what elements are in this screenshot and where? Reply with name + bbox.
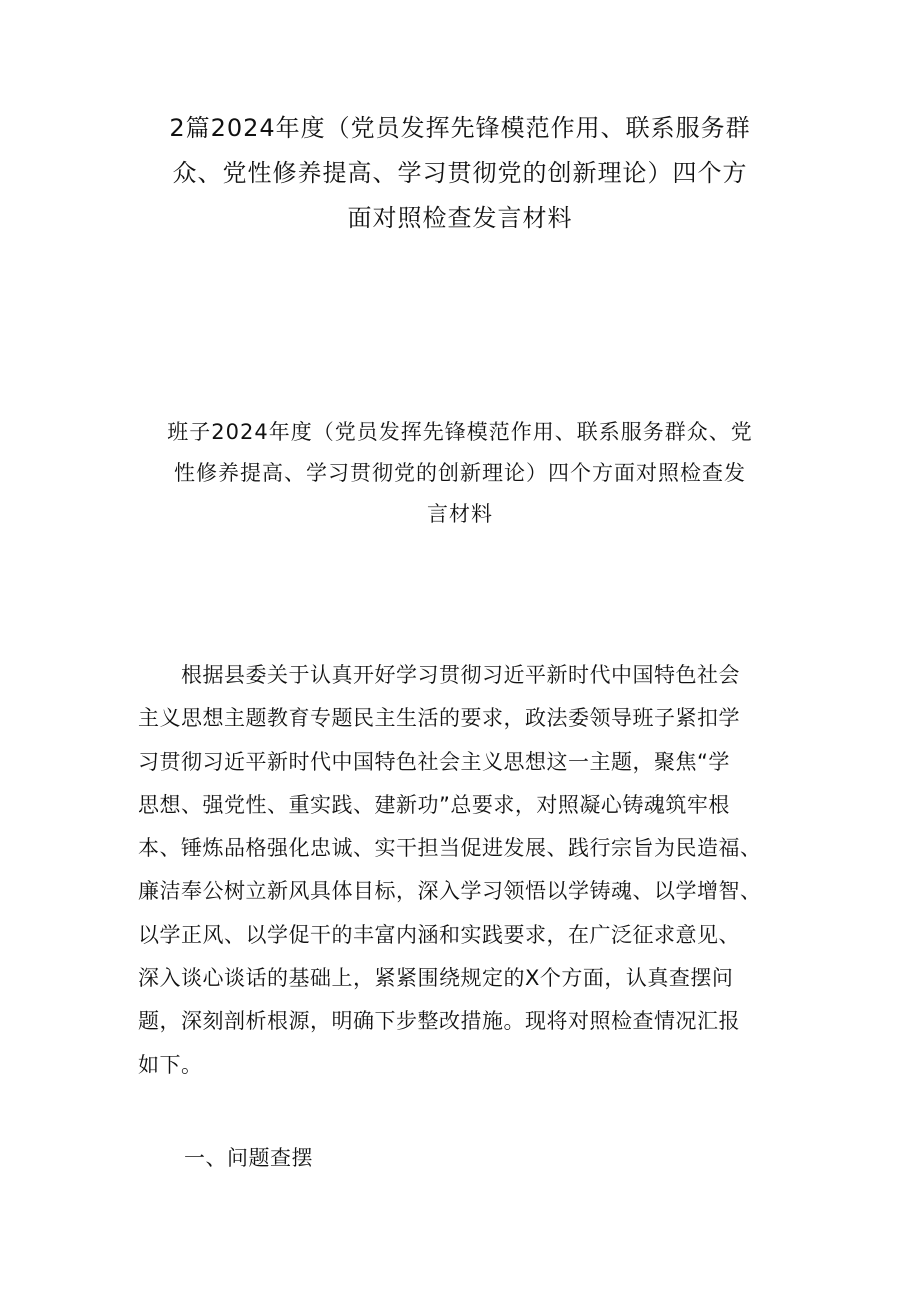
document-subtitle: 班子2024年度（党员发挥先锋模范作用、联系服务群众、党 性修养提高、学习贯彻党的创新理论）四个方面对照检查发 言材料 bbox=[167, 420, 753, 526]
section-heading: 一、问题查摆 bbox=[184, 1146, 313, 1170]
intro-paragraph: 根据县委关于认真开好学习贯彻习近平新时代中国特色社会 主义思想主题教育专题民主生活的要求，政法委领导班子紧扣学 习贯彻习近平新时代中国特色社会主义思想这一主题，聚焦“学 思想、强党性、重实践、建新功”总要求，对照凝心铸魂筑牢根 本、锤炼品格强化忠诚、实干担当促进发展、践行宗旨为民造福、 廉洁奉公树立新风具体目标，深入学习领悟以学铸魂、以学增智、 以学正风、以学促干的丰富内涵和实践要求，在广泛征求意见、 深入谈心谈话的基础上，紧紧围绕规定的X个方面，认真查摆问 题，深刻剖析根源，明确下步整改措施。现将对照检查情况汇报 如下。 bbox=[138, 663, 762, 1077]
document-title: 2篇2024年度（党员发挥先锋模范作用、联系服务群 众、党性修养提高、学习贯彻党的创新理论）四个方 面对照检查发言材料 bbox=[169, 114, 751, 232]
